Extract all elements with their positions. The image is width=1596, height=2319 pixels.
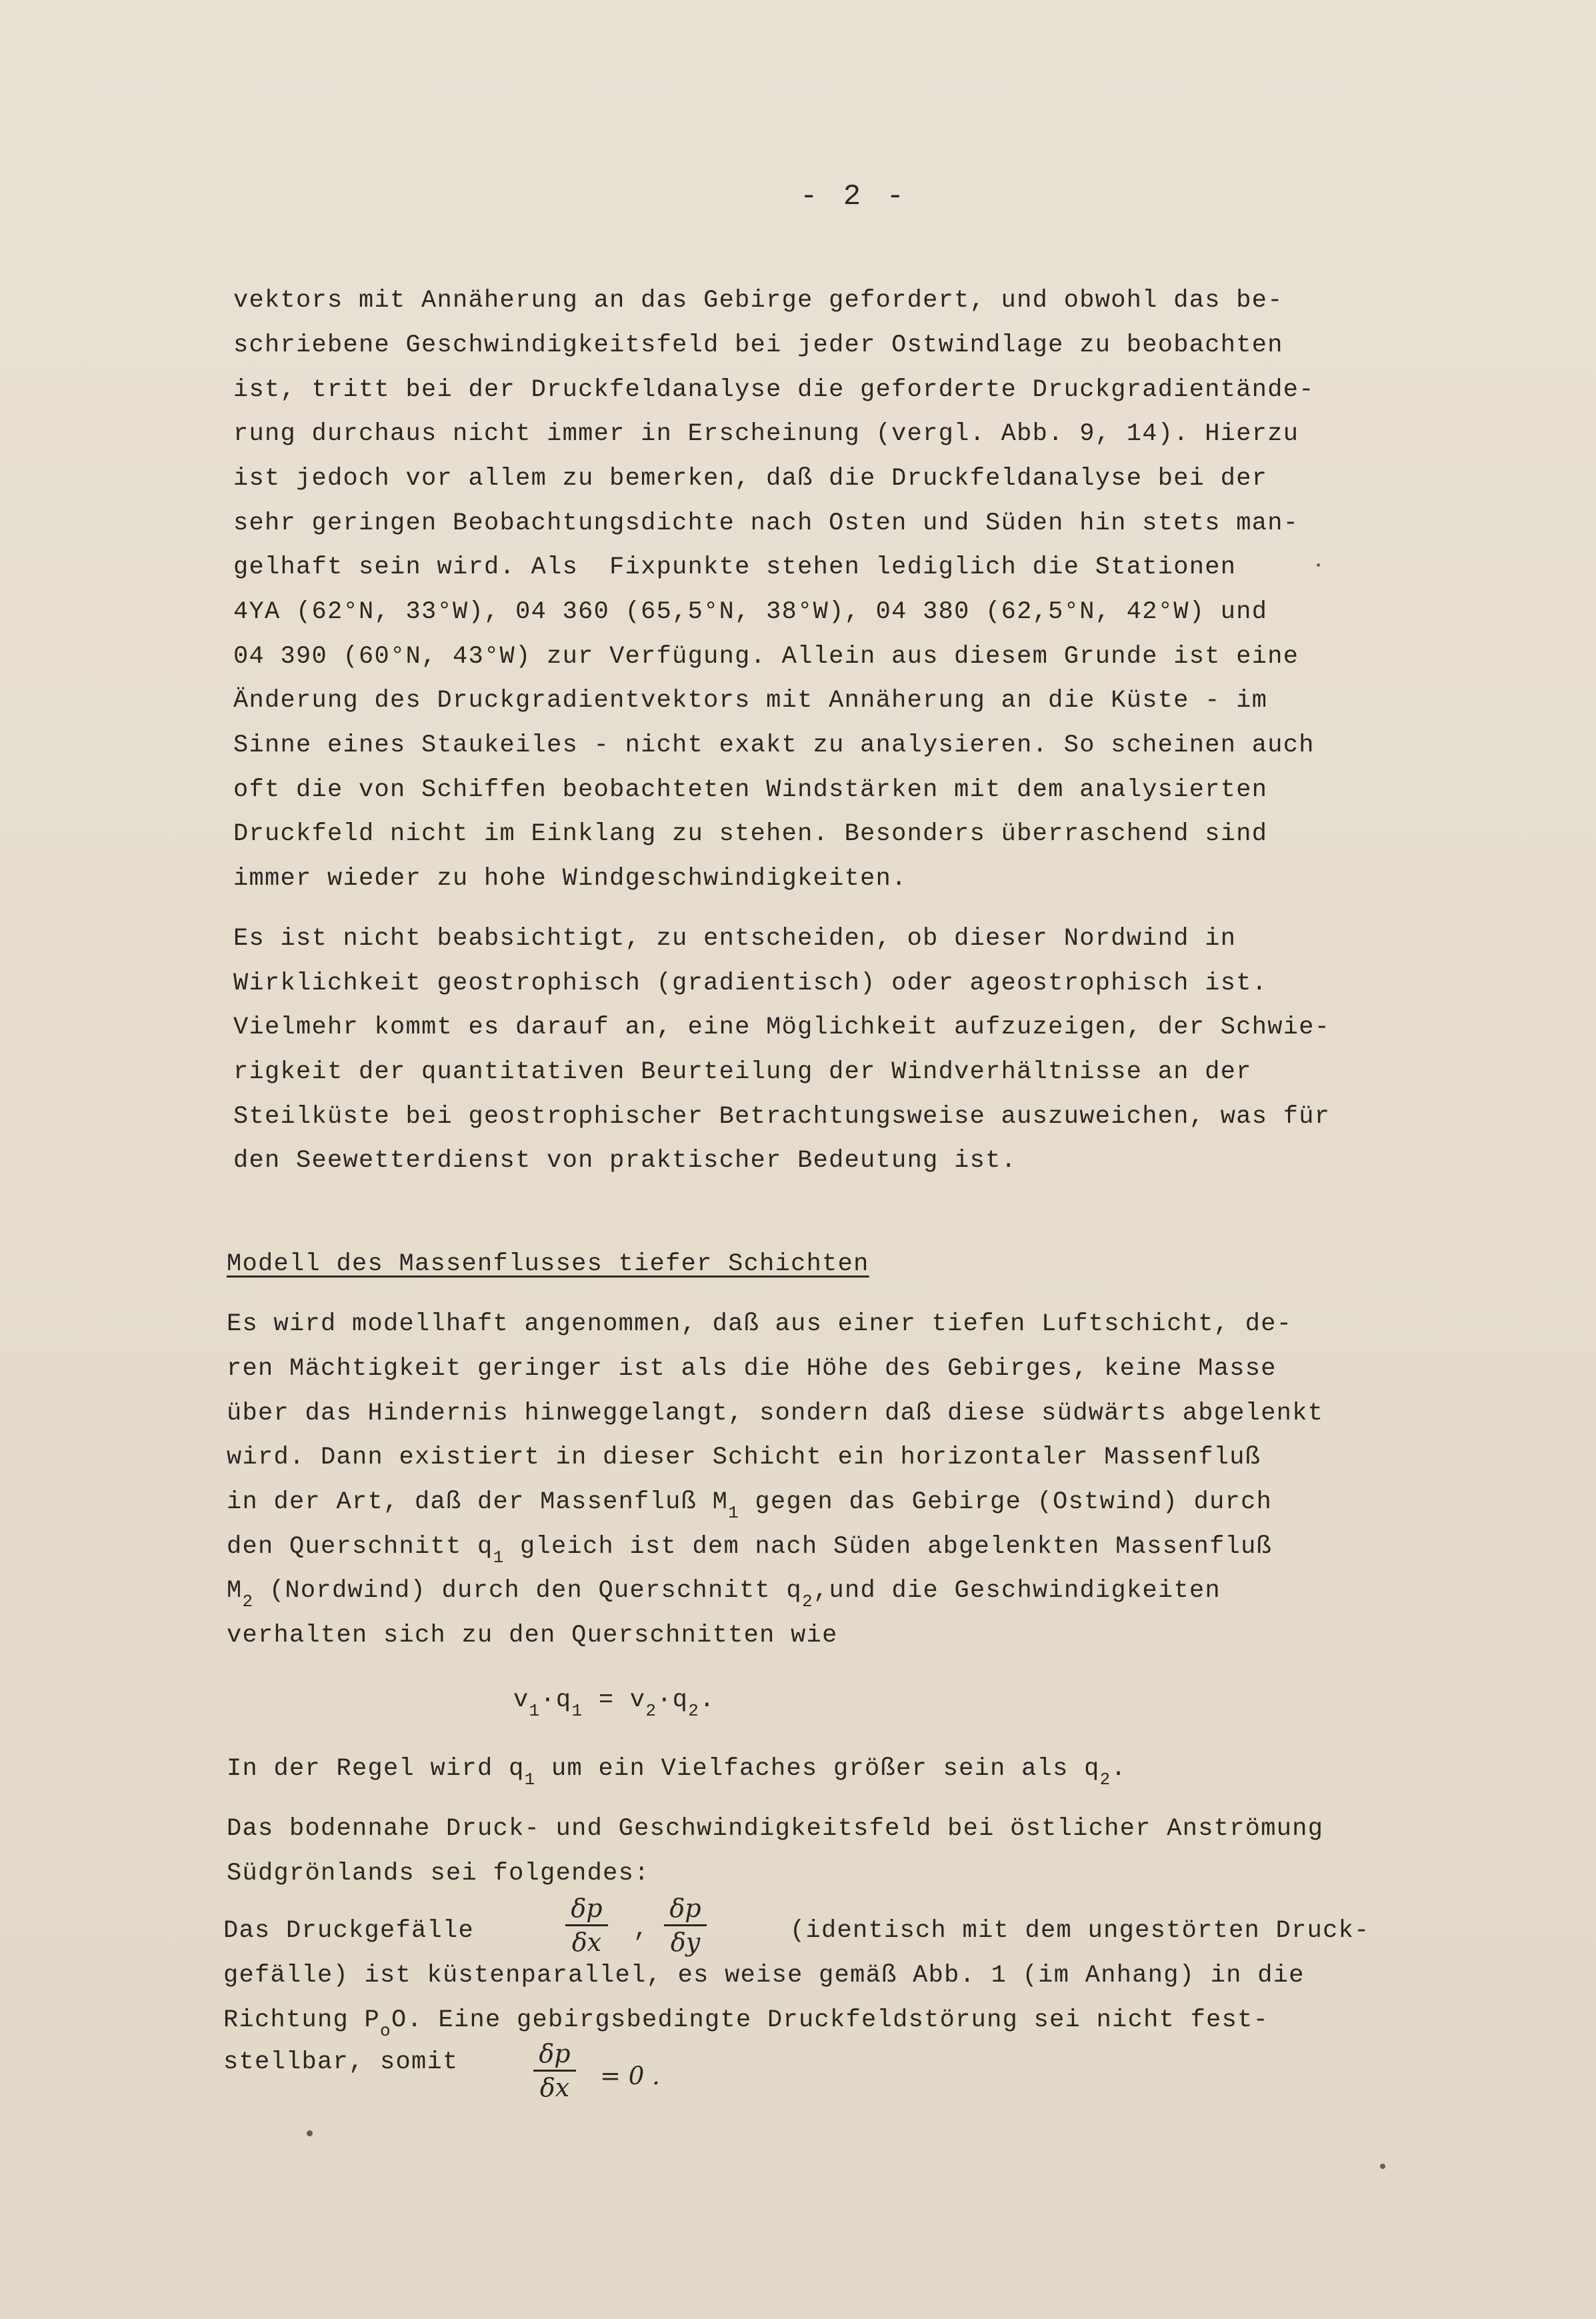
para3-line: wird. Dann existiert in dieser Schicht ein horizontaler Massenfluß [227, 1444, 1261, 1472]
massenfluss-m1-line [227, 1487, 1273, 1523]
para3-line: über das Hindernis hinweggelangt, sondern daß diese südwärts abgelenkt [227, 1400, 1324, 1428]
denominator: δy [670, 1928, 701, 1957]
text-segment: M [227, 1577, 243, 1605]
para1-line: oft die von Schiffen beobachteten Windstärken mit dem analysierten [233, 776, 1268, 804]
somit-label: stellbar, somit [223, 2048, 459, 2076]
fraction-dp-dx-zero [533, 2039, 576, 2102]
para4-line: Das bodennahe Druck- und Geschwindigkeitsfeld bei östlicher Anströmung [227, 1815, 1324, 1843]
section-heading: Modell des Massenflusses tiefer Schichten [227, 1250, 869, 1278]
para3-line: Es wird modellhaft angenommen, daß aus einer tiefen Luftschicht, de- [227, 1310, 1293, 1338]
text-segment: um ein Vielfaches größer sein als q [535, 1755, 1100, 1783]
para2-line: rigkeit der quantitativen Beurteilung der Windverhältnisse an der [233, 1058, 1252, 1086]
text-segment: v [513, 1686, 529, 1714]
para1-line: rung durchaus nicht immer in Erscheinung (vergl. Abb. 9, 14). Hierzu [233, 420, 1299, 448]
subscript: 2 [242, 1592, 254, 1612]
subscript: 1 [529, 1701, 541, 1721]
subscript: 1 [524, 1770, 536, 1790]
para1-line: sehr geringen Beobachtungsdichte nach Osten und Süden hin stets man- [233, 509, 1299, 537]
fraction-dp-dx [565, 1894, 608, 1957]
text-segment: = v [583, 1686, 646, 1714]
para1-line: Druckfeld nicht im Einklang zu stehen. Besonders überraschend sind [233, 820, 1268, 848]
equals-zero: = 0 . [600, 2062, 660, 2090]
paper-speck [307, 2130, 313, 2136]
para1-line: ist, tritt bei der Druckfeldanalyse die geforderte Druckgradientände- [233, 376, 1315, 404]
para1-line: 4YA (62°N, 33°W), 04 360 (65,5°N, 38°W), 04 380 (62,5°N, 42°W) und [233, 598, 1268, 626]
numerator: δp [539, 2039, 571, 2068]
text-segment: . [1111, 1755, 1127, 1783]
para3-line: ren Mächtigkeit geringer ist als die Höhe des Gebirges, keine Masse [227, 1355, 1277, 1383]
numerator: δp [571, 1894, 603, 1923]
druckgefaelle-note: (identisch mit dem ungestörten Druck- [790, 1917, 1370, 1945]
para2-line: Vielmehr kommt es darauf an, eine Möglichkeit aufzuzeigen, der Schwie- [233, 1013, 1331, 1041]
subscript: 2 [1099, 1770, 1111, 1790]
text-segment: Richtung P [223, 2006, 381, 2034]
text-segment: ·q [540, 1686, 572, 1714]
para1-line: vektors mit Annäherung an das Gebirge gefordert, und obwohl das be- [233, 287, 1283, 315]
para2-line: Steilküste bei geostrophischer Betrachtungsweise auszuweichen, was für [233, 1103, 1331, 1131]
subscript: 1 [728, 1503, 740, 1523]
numerator: δp [669, 1894, 701, 1923]
subscript: 2 [802, 1592, 813, 1612]
fraction-bar [565, 1924, 608, 1926]
richtung-line [223, 2005, 1269, 2041]
verhalten-line: verhalten sich zu den Querschnitten wie [227, 1622, 838, 1650]
subscript: 2 [688, 1701, 700, 1721]
regel-line [227, 1754, 1127, 1790]
para1-line: ist jedoch vor allem zu bemerken, daß die Druckfeldanalyse bei der [233, 465, 1268, 493]
para1-line: gelhaft sein wird. Als Fixpunkte stehen lediglich die Stationen [233, 553, 1237, 581]
text-segment: In der Regel wird q [227, 1755, 525, 1783]
para4-line: Südgrönlands sei folgendes: [227, 1860, 650, 1888]
fraction-bar [533, 2070, 576, 2072]
paper-speck [1380, 2164, 1385, 2169]
para1-line: 04 390 (60°N, 43°W) zur Verfügung. Allein aus diesem Grunde ist eine [233, 643, 1299, 671]
para1-line: immer wieder zu hohe Windgeschwindigkeiten. [233, 865, 907, 893]
page-number: - 2 - [800, 180, 909, 213]
subscript: o [380, 2021, 391, 2041]
text-segment: . [699, 1686, 715, 1714]
text-segment: ,und die Geschwindigkeiten [813, 1577, 1221, 1605]
text-segment: den Querschnitt q [227, 1533, 493, 1561]
fraction-comma: , [633, 1916, 649, 1944]
subscript: 2 [645, 1701, 657, 1721]
para1-line: Änderung des Druckgradientvektors mit Annäherung an die Küste - im [233, 687, 1268, 715]
text-segment: ·q [657, 1686, 689, 1714]
subscript: 1 [571, 1701, 583, 1721]
text-segment: O. Eine gebirgsbedingte Druckfeldstörung sei nicht fest- [391, 2006, 1269, 2034]
text-segment: gleich ist dem nach Süden abgelenkten Massenfluß [504, 1533, 1273, 1561]
fraction-dp-dy [664, 1894, 707, 1957]
subscript: 1 [493, 1548, 505, 1568]
para1-line: schriebene Geschwindigkeitsfeld bei jeder Ostwindlage zu beobachten [233, 331, 1283, 359]
para1-line: Sinne eines Staukeiles - nicht exakt zu analysieren. So scheinen auch [233, 731, 1315, 759]
denominator: δx [571, 1928, 602, 1957]
continuity-equation [513, 1685, 715, 1721]
paper-speck [1317, 563, 1320, 567]
fraction-bar [664, 1924, 707, 1926]
massenfluss-m2-line [227, 1576, 1221, 1612]
druckgefaelle-label: Das Druckgefälle [223, 1917, 475, 1945]
kuesten-line: gefälle) ist küstenparallel, es weise gemäß Abb. 1 (im Anhang) in die [223, 1962, 1305, 1990]
text-segment: in der Art, daß der Massenfluß M [227, 1488, 729, 1516]
denominator: δx [539, 2073, 570, 2102]
para2-line: den Seewetterdienst von praktischer Bedeutung ist. [233, 1147, 1017, 1175]
querschnitt-q1-line [227, 1532, 1273, 1568]
text-segment: gegen das Gebirge (Ostwind) durch [739, 1488, 1273, 1516]
para2-line: Wirklichkeit geostrophisch (gradientisch) oder ageostrophisch ist. [233, 969, 1268, 997]
para2-line: Es ist nicht beabsichtigt, zu entscheiden, ob dieser Nordwind in [233, 925, 1237, 953]
text-segment: (Nordwind) durch den Querschnitt q [253, 1577, 803, 1605]
